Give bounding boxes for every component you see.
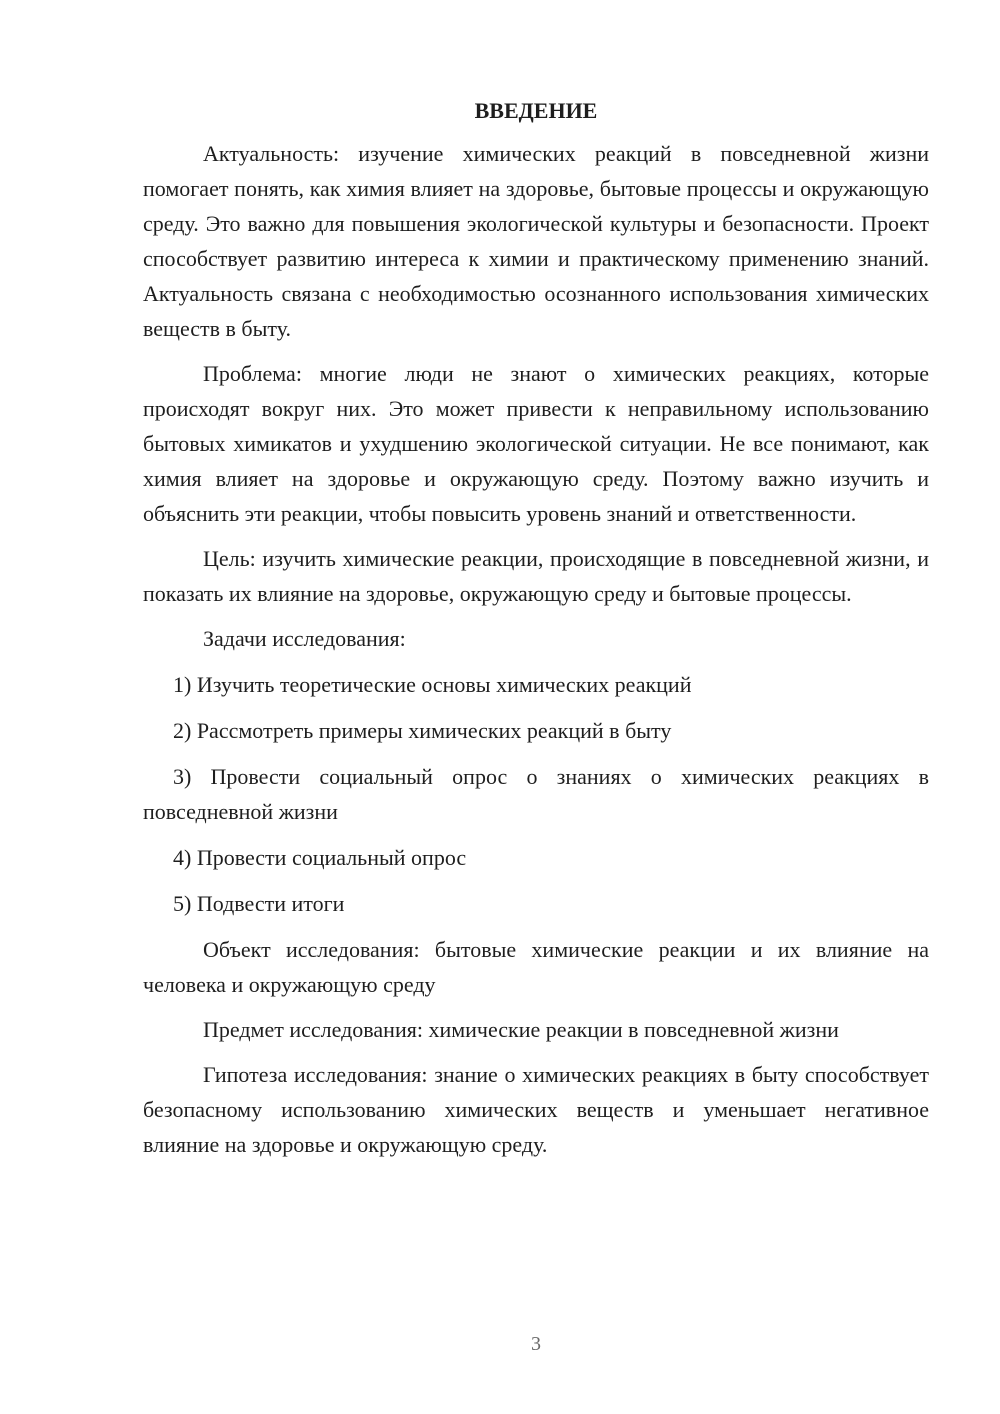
- page-title: ВВЕДЕНИЕ: [474, 98, 598, 123]
- task-item-4: 4) Провести социальный опрос: [173, 845, 467, 870]
- hypothesis-paragraph: Гипотеза исследования: знание о химических реакциях в быту способствует безопасному использованию химических веществ и уменьшает негативное влияние на здоровье и окружающую среду.: [143, 1062, 929, 1157]
- object-paragraph: Объект исследования: бытовые химические реакции и их влияние на человека и окружающую среду: [143, 937, 929, 997]
- task-item-1: 1) Изучить теоретические основы химических реакций: [173, 672, 692, 697]
- document-body: [143, 93, 929, 1172]
- subject-paragraph: Предмет исследования: химические реакции в повседневной жизни: [203, 1017, 839, 1042]
- page-number: 3: [531, 1333, 541, 1355]
- problem-paragraph: Проблема: многие люди не знают о химических реакциях, которые происходят вокруг них. Это может привести к неправильному использованию бытовых химикатов и ухудшению экологической ситуации. Не все понимают, как химия влияет на здоровье и окружающую среду. Поэтому важно изучить и объяснить эти реакции, чтобы повысить уровень знаний и ответственности.: [143, 361, 929, 526]
- task-item-3: 3) Провести социальный опрос о знаниях о химических реакциях в повседневной жизни: [143, 764, 929, 824]
- task-item-5: 5) Подвести итоги: [173, 891, 345, 916]
- task-item-2: 2) Рассмотреть примеры химических реакций в быту: [173, 718, 672, 743]
- tasks-heading: Задачи исследования:: [203, 626, 406, 651]
- relevance-paragraph: Актуальность: изучение химических реакций в повседневной жизни помогает понять, как химия влияет на здоровье, бытовые процессы и окружающую среду. Это важно для повышения экологической культуры и безопасности. Проект способствует развитию интереса к химии и практическому применению знаний. Актуальность связана с необходимостью осознанного использования химических веществ в быту.: [143, 141, 929, 341]
- goal-paragraph: Цель: изучить химические реакции, происходящие в повседневной жизни, и показать их влияние на здоровье, окружающую среду и бытовые процессы.: [143, 546, 929, 606]
